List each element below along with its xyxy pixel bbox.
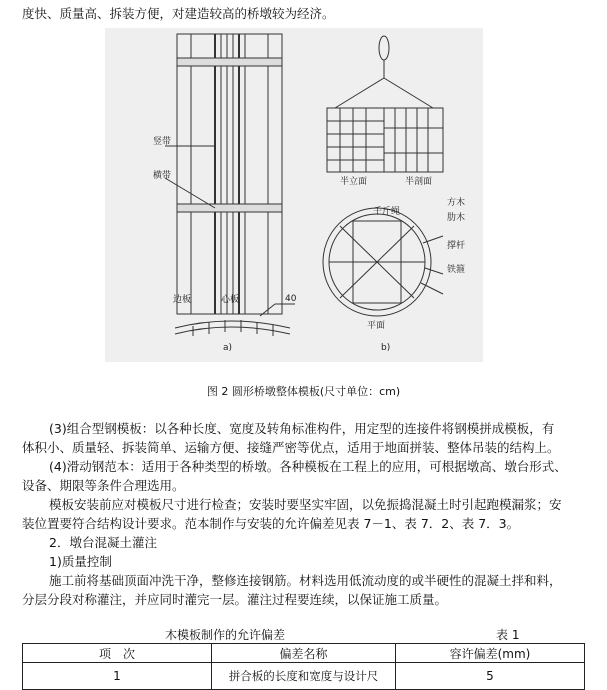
section-heading: 2．墩台混凝土灌注 <box>49 535 157 550</box>
formwork-figure <box>105 28 483 362</box>
label-square-timber: 方木 <box>447 198 466 208</box>
table-title: 木模板制作的允许偏差 <box>165 628 286 642</box>
label-plan: 平面 <box>367 321 386 331</box>
paragraph-4-line-2: 设备、期限等条件合理选用。 <box>22 478 185 493</box>
paragraph-5-line-1: 模板安装前应对模板尺寸进行检查；安装时要坚实牢固，以免振捣混凝土时引起跑模漏浆；安 <box>49 497 562 512</box>
formwork-drawing <box>105 28 483 362</box>
paragraph-6-line-1: 施工前将基础顶面冲洗干净，整修连接钢筋。材料选用低流动度的或半硬性的混凝土拌和料， <box>49 573 562 588</box>
label-half-section: 半剖面 <box>405 177 433 187</box>
label-jack-rope: 千斤绳 <box>373 207 401 217</box>
row-item-no: 1 <box>23 663 212 690</box>
paragraph-3-line-1: (3)组合型钢模板：以各种长度、宽度及转角标准构件，用定型的连接件将钢模拼成模板，有 <box>49 421 555 436</box>
label-edge-board: 边板 <box>173 295 192 305</box>
label-sub-a: a) <box>223 343 233 353</box>
subsection-heading: 1)质量控制 <box>49 554 112 569</box>
tolerance-table <box>22 643 585 690</box>
paragraph-4-line-1: (4)滑动钢范本：适用于各种类型的桥墩。各种模板在工程上的应用，可根据墩高、墩台形式、 <box>49 459 567 474</box>
header-deviation-name: 偏差名称 <box>212 644 396 663</box>
row-deviation-name: 拼合板的长度和宽度与设计尺 <box>212 663 396 690</box>
figure-caption: 图 2 圆形桥墩整体模板(尺寸单位：cm) <box>206 385 401 398</box>
table-header-row <box>23 644 585 663</box>
paragraph-5-line-2: 装位置要符合结构设计要求。范本制作与安装的允许偏差见表 7－1、表 7．2、表 7．3。 <box>22 516 520 531</box>
header-allowed-deviation: 容许偏差(mm) <box>396 644 585 663</box>
paragraph-6-line-2: 分层分段对称灌注，并应同时灌完一层。灌注过程要连续，以保证施工质量。 <box>22 592 448 607</box>
header-item-no: 项 次 <box>23 644 212 663</box>
paragraph-3-line-2: 体积小、质量轻、拆装简单、运输方便、接缝严密等优点，适用于地面拼装、整体吊装的结构上。 <box>22 440 560 455</box>
label-half-elevation: 半立面 <box>340 177 368 187</box>
row-allowed-deviation: 5 <box>396 663 585 690</box>
label-core-board: 心板 <box>221 295 240 305</box>
label-rib-timber: 肋木 <box>447 213 466 223</box>
label-sub-b: b) <box>381 343 391 353</box>
top-text-line: 度快、质量高、拆装方便，对建造较高的桥墩较为经济。 <box>22 6 335 21</box>
label-iron-hoop: 铁箍 <box>447 265 466 275</box>
label-dim-40: 40 <box>285 294 297 304</box>
label-horizontal-band: 横带 <box>152 171 171 181</box>
label-vertical-band: 竖带 <box>152 137 171 147</box>
table-row <box>23 663 585 690</box>
label-brace: 撑杆 <box>447 241 466 251</box>
table-number: 表 1 <box>496 628 520 642</box>
